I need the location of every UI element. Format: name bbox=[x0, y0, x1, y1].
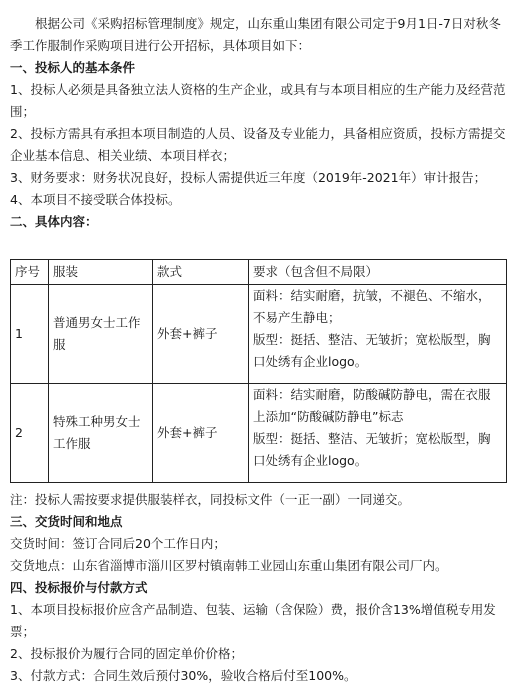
section2-note: 注：投标人需按要求提供服装样衣，同投标文件（一正一副）一同递交。 bbox=[10, 492, 411, 507]
delivery-time: 交货时间：签订合同后20个工作日内； bbox=[10, 536, 226, 551]
section2-heading: 二、具体内容： bbox=[10, 214, 98, 229]
section1-item-2: 2、投标方需具有承担本项目制造的人员、设备及专业能力，具备相应资质，投标方需提交企业基本信息、相关业绩、本项目样衣； bbox=[10, 126, 506, 163]
section1-item-1: 1、投标人必须是具备独立法人资格的生产企业，或具有与本项目相应的生产能力及经营范围； bbox=[10, 82, 506, 119]
row2-garment: 特殊工种男女士工作服 bbox=[49, 384, 153, 483]
header-no: 序号 bbox=[11, 260, 49, 285]
delivery-location: 交货地点：山东省淄博市淄川区罗村镇南韩工业园山东重山集团有限公司厂内。 bbox=[10, 558, 448, 573]
row2-req-fabric: 面料：结实耐磨，防酸碱防静电，需在衣服上添加“防酸碱防静电”标志 bbox=[253, 387, 491, 424]
intro-paragraph: 根据公司《采购招标管理制度》规定，山东重山集团有限公司定于9月1日-7日对秋冬季工作服制作采购项目进行公开招标，具体项目如下： bbox=[10, 16, 501, 53]
section4-item-2: 2、投标报价为履行合同的固定单价价格； bbox=[10, 646, 243, 661]
section1-item-4: 4、本项目不接受联合体投标。 bbox=[10, 192, 181, 207]
header-requirements: 要求（包含但不局限） bbox=[249, 260, 507, 285]
spacer bbox=[10, 233, 506, 255]
table-header-row bbox=[11, 260, 507, 285]
row2-no: 2 bbox=[11, 384, 49, 483]
section4-heading: 四、投标报价与付款方式 bbox=[10, 580, 148, 595]
table-row bbox=[11, 285, 507, 384]
table-row bbox=[11, 384, 507, 483]
section4-item-3: 3、付款方式：合同生效后预付30%，验收合格后付至100%。 bbox=[10, 668, 357, 683]
items-table bbox=[10, 259, 507, 483]
row2-req-cut: 版型：挺括、整洁、无皱折；宽松版型，胸口处绣有企业logo。 bbox=[253, 431, 491, 468]
section1-heading: 一、投标人的基本条件 bbox=[10, 60, 136, 75]
header-garment: 服装 bbox=[49, 260, 153, 285]
row1-req-fabric: 面料：结实耐磨，抗皱，不褪色、不缩水，不易产生静电； bbox=[253, 288, 491, 325]
row1-req-cut: 版型：挺括、整洁、无皱折；宽松版型，胸口处绣有企业logo。 bbox=[253, 332, 491, 369]
row2-requirements bbox=[249, 384, 507, 483]
row1-garment: 普通男女士工作服 bbox=[49, 285, 153, 384]
row1-style: 外套+裤子 bbox=[153, 285, 249, 384]
section4-item-1: 1、本项目投标报价应含产品制造、包装、运输（含保险）费，报价含13%增值税专用发票； bbox=[10, 602, 496, 639]
header-style: 款式 bbox=[153, 260, 249, 285]
row1-requirements bbox=[249, 285, 507, 384]
row1-no: 1 bbox=[11, 285, 49, 384]
section1-item-3: 3、财务要求：财务状况良好，投标人需提供近三年度（2019年-2021年）审计报告； bbox=[10, 170, 487, 185]
row2-style: 外套+裤子 bbox=[153, 384, 249, 483]
section3-heading: 三、交货时间和地点 bbox=[10, 514, 123, 529]
